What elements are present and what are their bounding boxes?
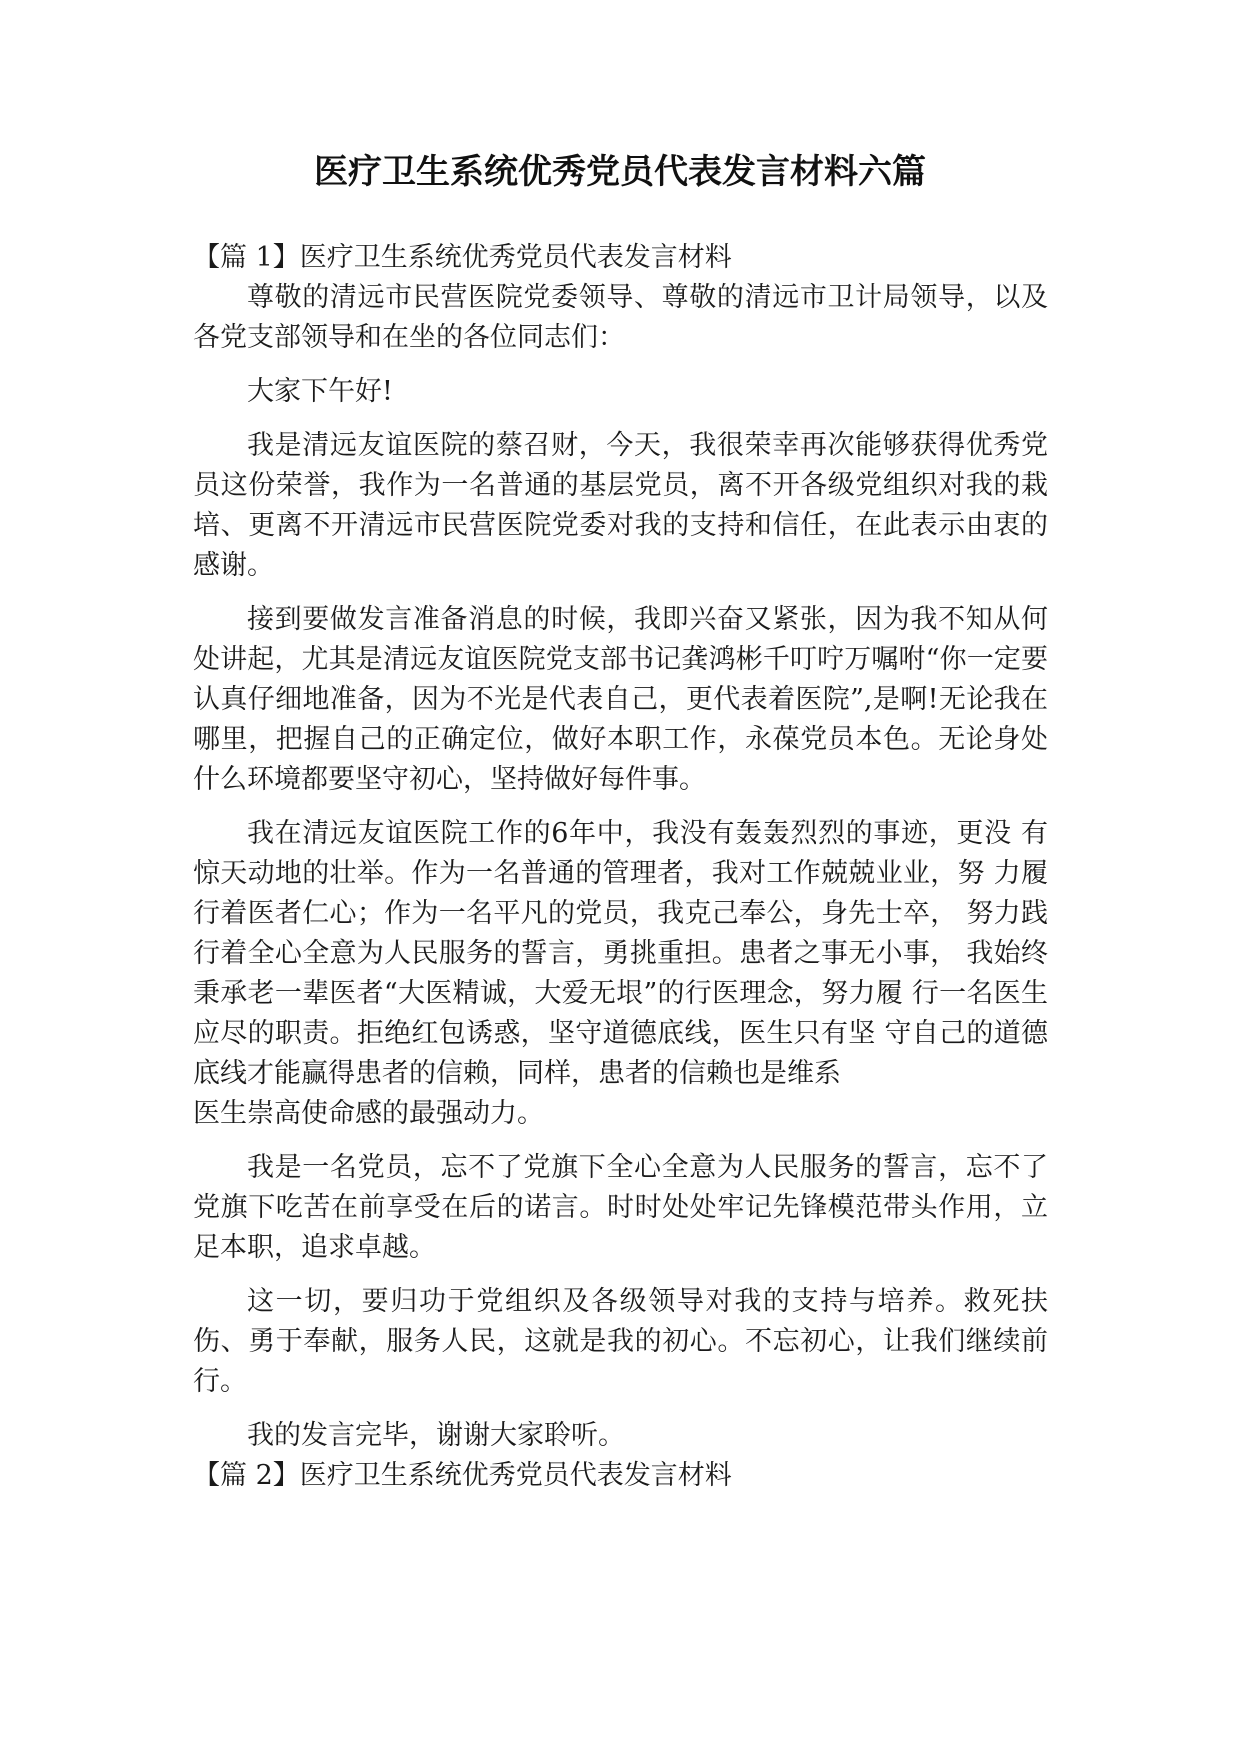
paragraph-work-experience: 我在清远友谊医院工作的6年中，我没有轰轰烈烈的事迹，更没 有惊天动地的壮举。作为一名普通的管理者，我对工作兢兢业业，努 力履行着医者仁心；作为一名平凡的党员，我克己奉公，身先士卒， 努力践行着全心全意为人民服务的誓言，勇挑重担。患者之事无小事， 我始终秉承老一辈医者“大医精诚，大爱无垠”的行医理念，努力履 行一名医生应尽的职责。拒绝红包诱惑，坚守道德底线，医生只有坚 守自己的道德底线才能赢得患者的信赖，同样，患者的信赖也是维系 (193, 818, 1048, 1089)
paragraph-closing: 我的发言完毕，谢谢大家聆听。 (247, 1420, 625, 1451)
section-heading-2: 【篇 2】医疗卫生系统优秀党员代表发言材料 (193, 1460, 732, 1491)
paragraph-introduction: 我是清远友谊医院的蔡召财，今天，我很荣幸再次能够获得优秀党员这份荣誉，我作为一名普通的基层党员，离不开各级党组织对我的栽培、更离不开清远市民营医院党委对我的支持和信任，在此表示由衷的感谢。 (193, 430, 1048, 581)
paragraph-party-oath: 我是一名党员，忘不了党旗下全心全意为人民服务的誓言，忘不了党旗下吃苦在前享受在后的诺言。时时处处牢记先锋模范带头作用，立足本职，追求卓越。 (193, 1152, 1048, 1263)
document-body (193, 238, 1048, 1496)
paragraph-work-experience-end: 医生崇高使命感的最强动力。 (193, 1098, 544, 1129)
paragraph-salutation: 尊敬的清远市民营医院党委领导、尊敬的清远市卫计局领导，以及各党支部领导和在坐的各位同志们： (193, 282, 1048, 353)
paragraph-gratitude: 这一切，要归功于党组织及各级领导对我的支持与培养。救死扶伤、勇于奉献，服务人民，这就是我的初心。不忘初心，让我们继续前行。 (193, 1286, 1048, 1397)
section-heading-1: 【篇 1】医疗卫生系统优秀党员代表发言材料 (193, 242, 732, 273)
document-title: 医疗卫生系统优秀党员代表发言材料六篇 (314, 152, 926, 192)
paragraph-greeting: 大家下午好! (247, 376, 393, 407)
paragraph-preparation: 接到要做发言准备消息的时候，我即兴奋又紧张，因为我不知从何处讲起，尤其是清远友谊医院党支部书记龚鸿彬千叮咛万嘱咐“你一定要认真仔细地准备，因为不光是代表自己，更代表着医院”,是啊!无论我在哪里，把握自己的正确定位，做好本职工作，永葆党员本色。无论身处什么环境都要坚守初心，坚持做好每件事。 (193, 604, 1048, 795)
